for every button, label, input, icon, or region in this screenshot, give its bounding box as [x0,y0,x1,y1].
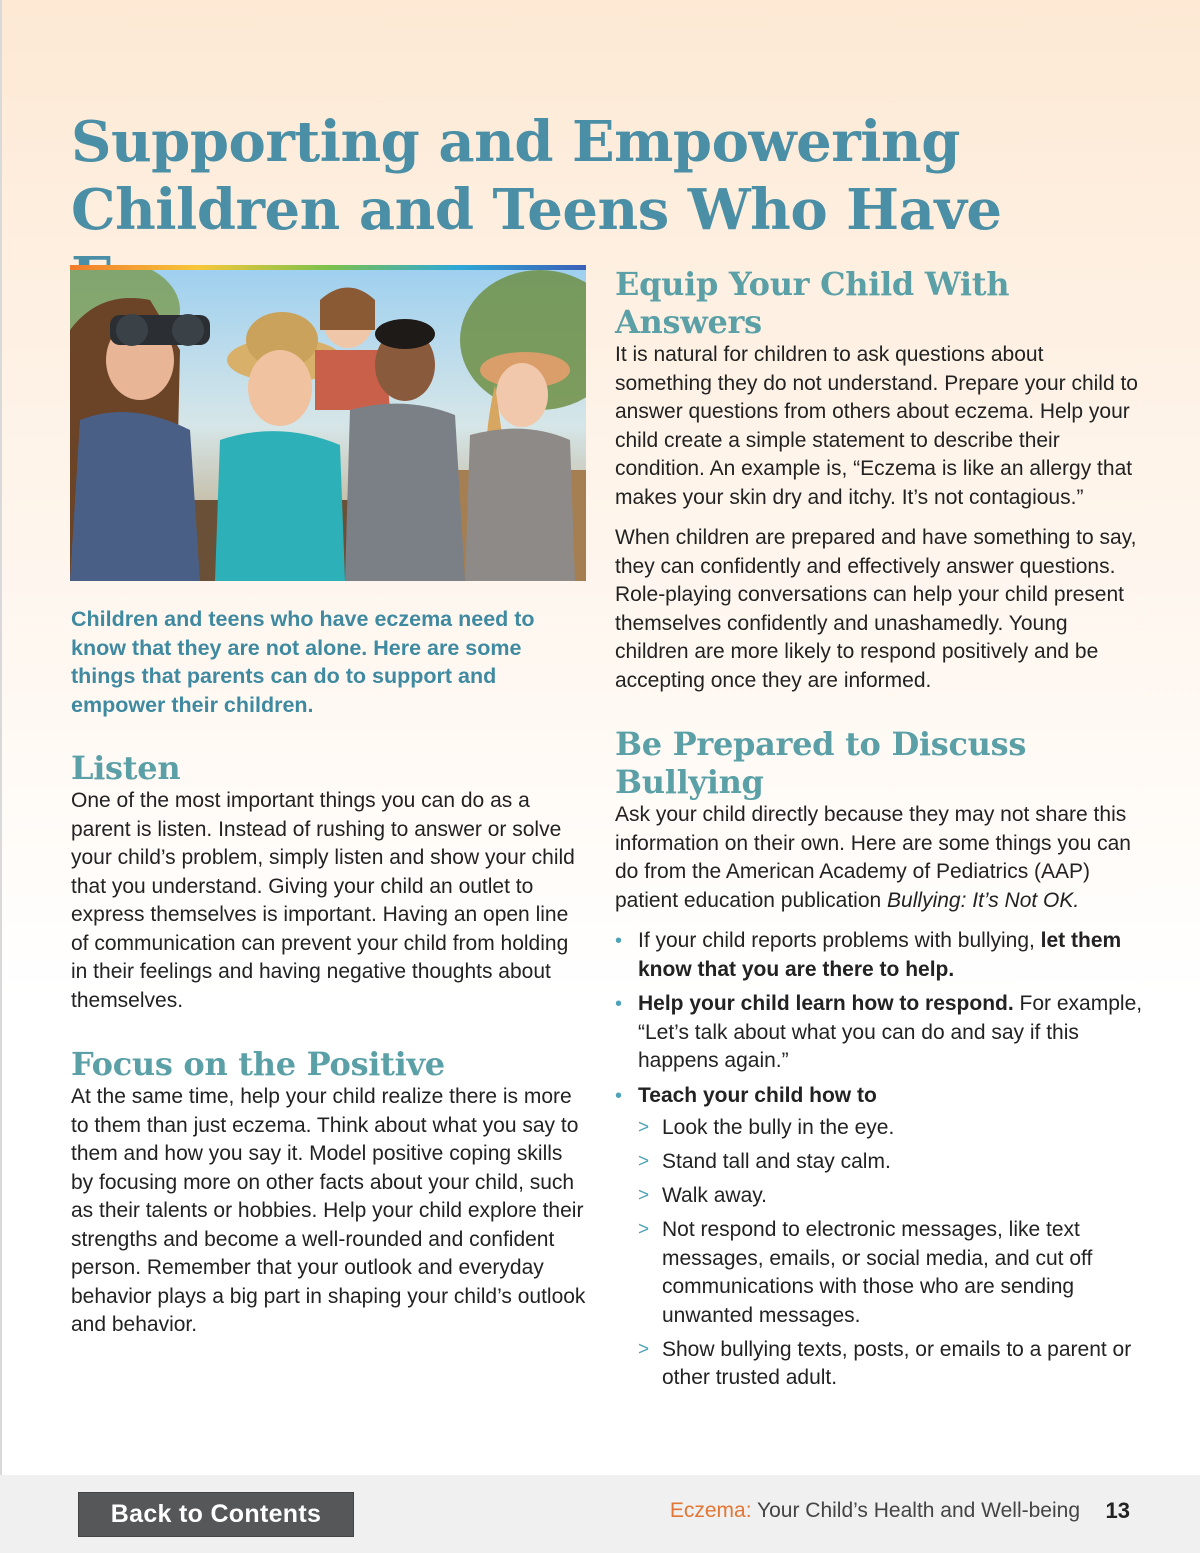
focus-positive-body: At the same time, help your child realize there is more to them than just eczema. Think about what you say to them and how you say it. Model positive coping skills by focusing more on other facts about your child, such as their talents or hobbies. Help your child explore their strengths and become a well-rounded and confident person. Remember that your outlook and everyday behavior plays a big part in shaping your child’s outlook and behavior. [71,1085,586,1336]
bullying-intro-text: Ask your child directly because they may not share this information on their own. Here are some things you can do from the American Academy of Pediatrics (AAP) patient education publication [615,803,1131,912]
bullet-bold-text: Help your child learn how to respond. [638,992,1014,1015]
page-title-line-1: Supporting and Empowering [71,109,960,175]
chevron-right-icon: > [638,1338,650,1360]
bullying-heading: Be Prepared to Discuss Bullying [615,725,1027,801]
chevron-right-icon: > [638,1219,650,1240]
sub-item-text: Walk away. [662,1184,768,1207]
page-footer [0,1475,1200,1553]
bullet-dot-icon: • [615,993,623,1015]
bullying-intro [615,801,1145,915]
intro-text: Children and teens who have eczema need to know that they are not alone. Here are some things that parents can do to support and empower their children. [71,607,535,717]
bullet-dot-icon: • [615,930,623,952]
chevron-right-icon: > [638,1185,650,1206]
page-title-line-2: Children and Teens Who Have [71,177,1002,243]
list-item [615,927,1145,984]
bullet-text: For example, “Let’s talk about what you can do and say if this happens again.” [638,992,1143,1072]
sub-list-item [638,1148,1145,1177]
sub-item-text: Show bullying texts, posts, or emails to a parent or other trusted adult. [662,1337,1132,1389]
left-column [71,265,587,1340]
equip-heading: Equip Your Child With Answers [615,265,1010,341]
sub-list-item [638,1216,1145,1330]
chevron-right-icon: > [638,1117,650,1138]
bullet-bold-text: Teach your child how to [638,1083,877,1107]
back-to-contents-button[interactable]: Back to Contents [78,1492,354,1537]
children-photo [70,265,586,581]
right-column [615,265,1145,1399]
response-sublist [638,1114,1145,1393]
bullying-tips-list [615,927,1145,1393]
bullet-bold-text: let them know that you are there to help. [638,929,1122,981]
sub-item-text: Not respond to electronic messages, like text messages, emails, or social media, and cut off communications with those who are sending unwanted messages. [662,1218,1093,1327]
list-item [615,990,1145,1076]
bullet-dot-icon: • [615,1084,623,1107]
sub-list-item [638,1336,1145,1393]
footer-publication-title [670,1499,1080,1523]
footer-brand-accent: Eczema: [669,1499,752,1522]
equip-body-2: When children are prepared and have something to say, they can confidently and effectively answer questions. Role-playing conversations can help your child present themselves confidently and unashamedly. Young children are more likely to respond positively and be accepting once they are informed. [615,526,1137,692]
chevron-right-icon: > [638,1151,650,1172]
footer-brand-rest: Your Child’s Health and Well-being [751,1499,1080,1522]
sub-item-text: Stand tall and stay calm. [662,1150,891,1173]
equip-body-1: It is natural for children to ask questions about something they do not understand. Prepare your child to answer questions from others about eczema. Help your child create a simple statement to describe their condition. An example is, “Eczema is like an allergy that makes your skin dry and itchy. It’s not contagious.” [615,343,1138,509]
bullet-text: If your child reports problems with bullying, [638,929,1041,952]
publication-title: Bullying: It’s Not OK. [887,888,1080,912]
list-item [615,1082,1145,1393]
sub-list-item [638,1114,1145,1143]
sub-list-item [638,1182,1145,1211]
page-edge-rule [0,0,2,1475]
page-number: 13 [1105,1498,1130,1523]
listen-heading: Listen [71,749,181,787]
focus-positive-heading: Focus on the Positive [71,1045,445,1083]
listen-body: One of the most important things you can do as a parent is listen. Instead of rushing to answer or solve your child’s problem, simply listen and show your child that you understand. Giving your child an outlet to express themselves is important. Having an open line of communication can prevent your child from holding in their feelings and having negative thoughts about themselves. [71,789,575,1012]
sub-item-text: Look the bully in the eye. [662,1116,895,1139]
children-photo-illustration [70,270,586,581]
